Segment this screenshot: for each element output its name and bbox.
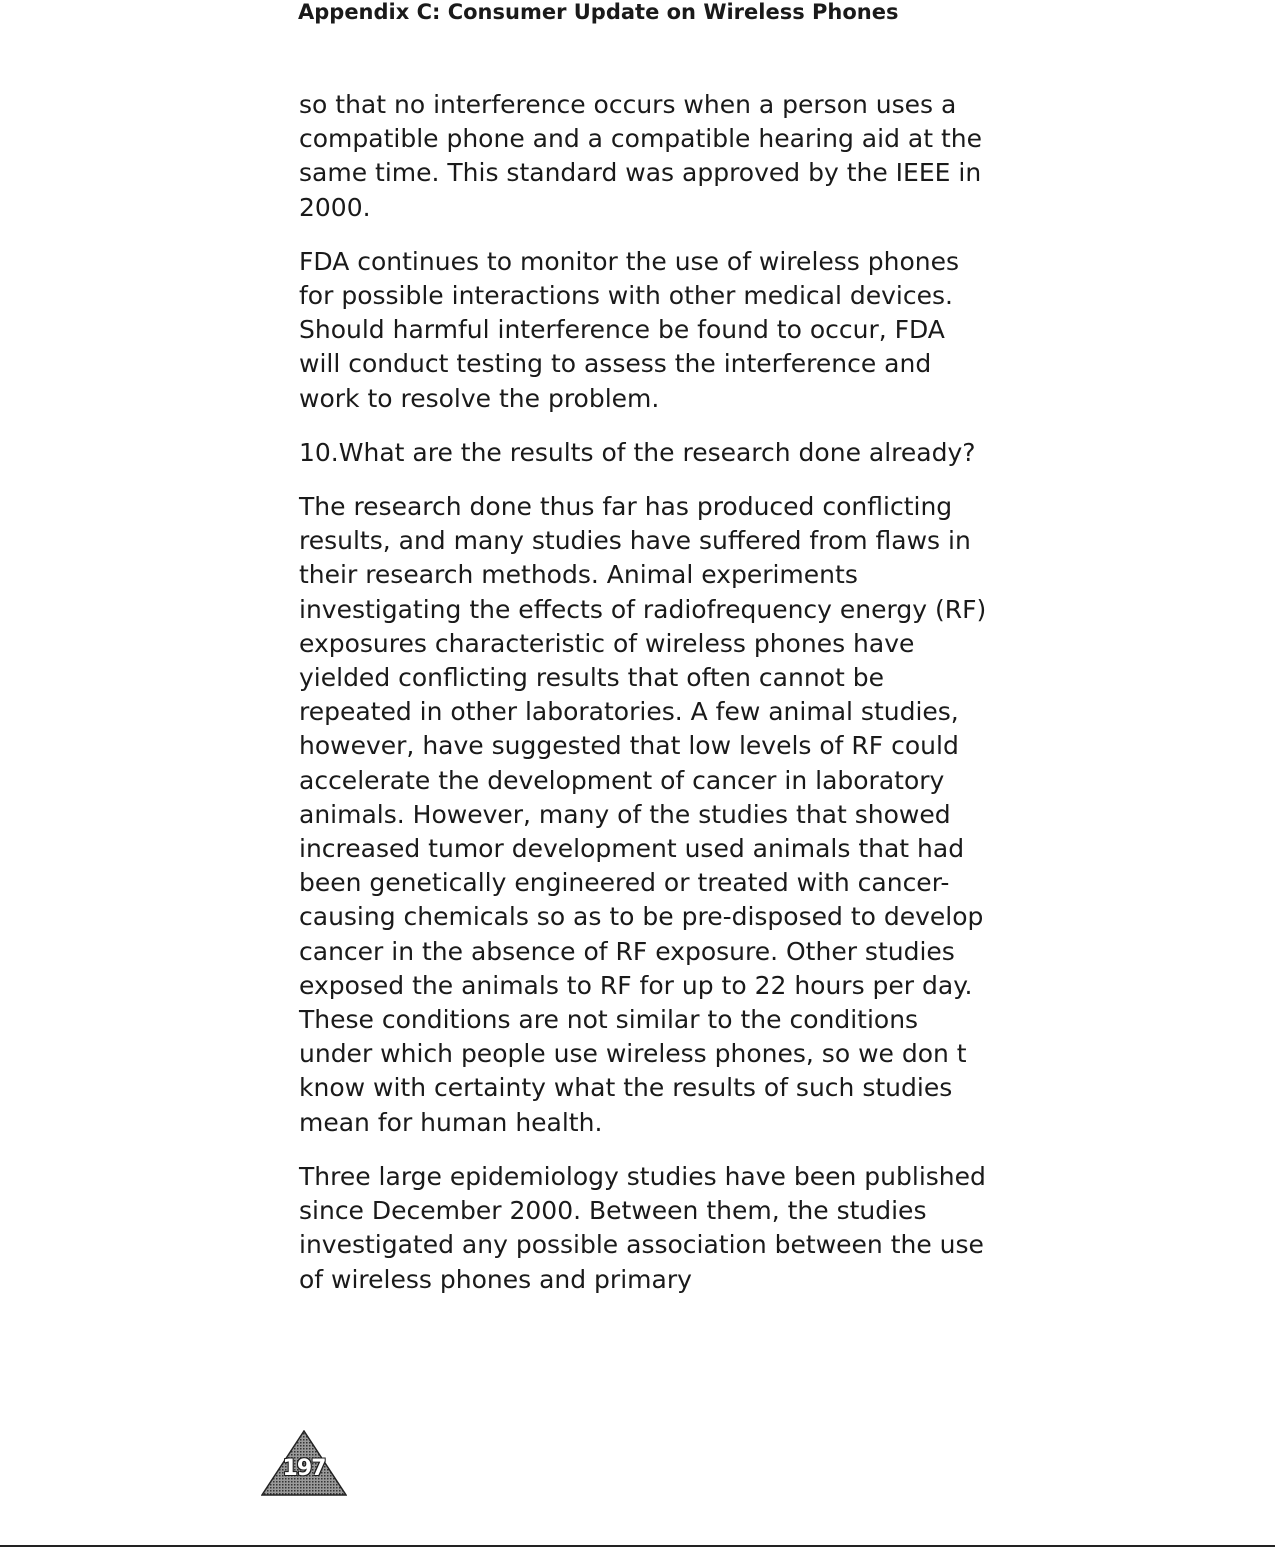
page-header-title: Appendix C: Consumer Update on Wireless Phones	[298, 0, 899, 24]
paragraph-fda-monitoring: FDA continues to monitor the use of wireless phones for possible interactions with other medical devices. Should harmful interference be found to occur, FDA will conduct testing to assess the interference and work to resolve the problem.	[299, 246, 960, 413]
bottom-rule	[0, 1545, 1275, 1547]
paragraph-hearing-aid-standard: so that no interference occurs when a person uses a compatible phone and a compatible hearing aid at the same time. This standard was approved by the IEEE in 2000.	[299, 90, 982, 222]
question-heading: 10.What are the results of the research done already?	[299, 437, 976, 467]
page-number: 197	[282, 1456, 326, 1481]
body-text	[299, 88, 989, 1317]
paragraph-epidemiology-studies: Three large epidemiology studies have been published since December 2000. Between them, the studies investigated any possible association between the use of wireless phones and primary	[299, 1161, 986, 1294]
paragraph-research-results: The research done thus far has produced conflicting results, and many studies have suffered from flaws in their research methods. Animal experiments investigating the effects of radiofrequency energy (RF) exposures characteristic of wireless phones have yielded conflicting results that often cannot be repeated in other laboratories. A few animal studies, however, have suggested that low levels of RF could accelerate the development of cancer in laboratory animals. However, many of the studies that showed increased tumor development used animals that had been genetically engineered or treated with cancer-causing chemicals so as to be pre-disposed to develop cancer in the absence of RF exposure. Other studies exposed the animals to RF for up to 22 hours per day. These conditions are not similar to the conditions under which people use wireless phones, so we don t know with certainty what the results of such studies mean for human health.	[299, 492, 987, 1137]
page-number-badge	[261, 1430, 347, 1496]
